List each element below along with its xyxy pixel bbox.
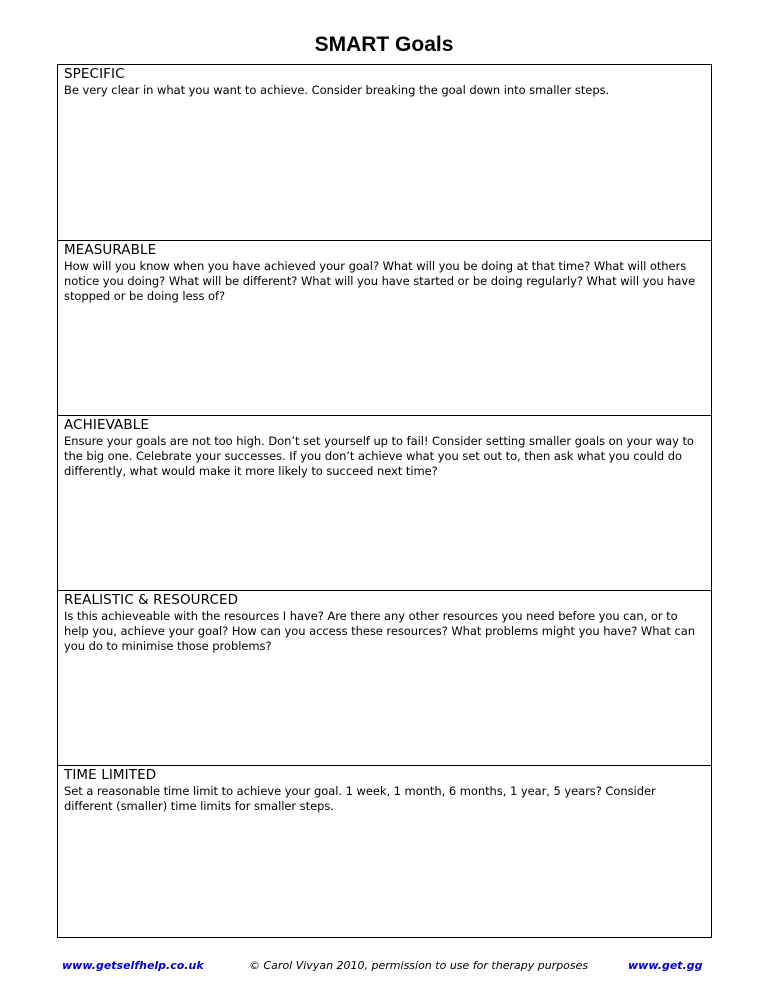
section-description: Set a reasonable time limit to achieve your goal. 1 week, 1 month, 6 months, 1 year, 5 years? Consider different (smaller) time limits for smaller steps. [64,784,656,813]
goals-table [57,64,712,938]
footer-copyright: © Carol Vivyan 2010, permission to use for therapy purposes [249,959,589,972]
section-achievable [58,415,711,590]
section-description: How will you know when you have achieved your goal? What will you be doing at that time? What will others notice you doing? What will be different? What will you have started or be doing regularly? What will you have stopped or be doing less of? [64,259,696,303]
section-description: Is this achieveable with the resources I have? Are there any other resources you need before you can, or to help you, achieve your goal? How can you access these resources? What problems might you have? What can you do to minimise those problems? [64,609,696,653]
section-heading: MEASURABLE [64,242,157,258]
section-heading: REALISTIC & RESOURCED [64,592,239,608]
section-specific [58,65,711,240]
section-description: Ensure your goals are not too high. Don’t set yourself up to fail! Consider setting smaller goals on your way to the big one. Celebrate your successes. If you don’t achieve what you set out to, then ask what you could do differently, what would make it more likely to succeed next time? [64,434,694,478]
section-heading: SPECIFIC [64,66,125,82]
page-title: SMART Goals [314,33,454,56]
section-heading: TIME LIMITED [64,767,157,783]
section-description: Be very clear in what you want to achieve. Consider breaking the goal down into smaller steps. [64,83,610,97]
footer-website-link[interactable]: www.getselfhelp.co.uk [62,959,204,972]
section-time-limited [58,765,711,937]
footer-short-link[interactable]: www.get.gg [628,959,703,972]
section-measurable [58,240,711,415]
section-realistic-resourced [58,590,711,765]
section-heading: ACHIEVABLE [64,417,150,433]
